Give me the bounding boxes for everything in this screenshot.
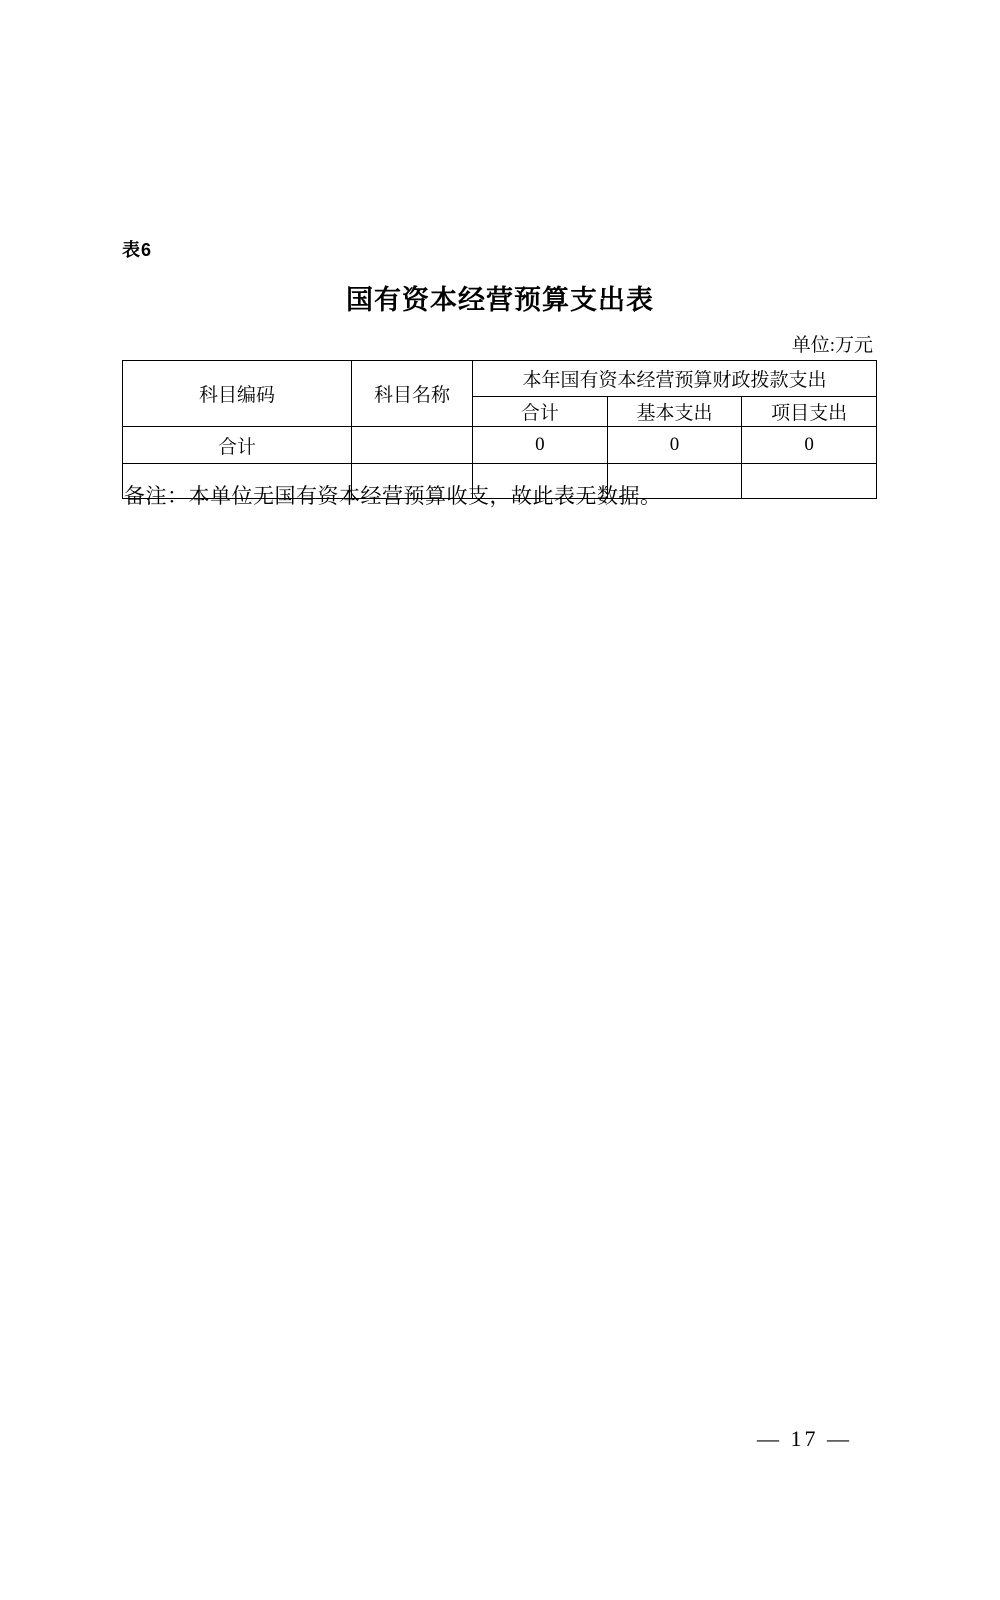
table-label: 表6 xyxy=(122,240,153,260)
cell-project: 0 xyxy=(742,427,877,464)
table-remark: 备注：本单位无国有资本经营预算收支，故此表无数据。 xyxy=(124,484,662,508)
cell-name xyxy=(352,427,473,464)
header-cell-group: 本年国有资本经营预算财政拨款支出 xyxy=(473,361,877,397)
cell-basic: 0 xyxy=(607,427,742,464)
header-cell-code: 科目编码 xyxy=(123,361,352,427)
table-row xyxy=(123,427,877,464)
cell-total: 0 xyxy=(473,427,608,464)
cell-code: 合计 xyxy=(123,427,352,464)
cell-project xyxy=(742,464,877,499)
unit-note: 单位:万元 xyxy=(791,335,873,356)
table-header-row-1 xyxy=(123,361,877,397)
budget-table xyxy=(122,360,877,499)
header-cell-basic: 基本支出 xyxy=(607,397,742,427)
header-cell-name: 科目名称 xyxy=(352,361,473,427)
page-title: 国有资本经营预算支出表 xyxy=(346,285,654,315)
header-cell-project: 项目支出 xyxy=(742,397,877,427)
header-cell-total: 合计 xyxy=(473,397,608,427)
page-number: — 17 — xyxy=(757,1426,852,1451)
